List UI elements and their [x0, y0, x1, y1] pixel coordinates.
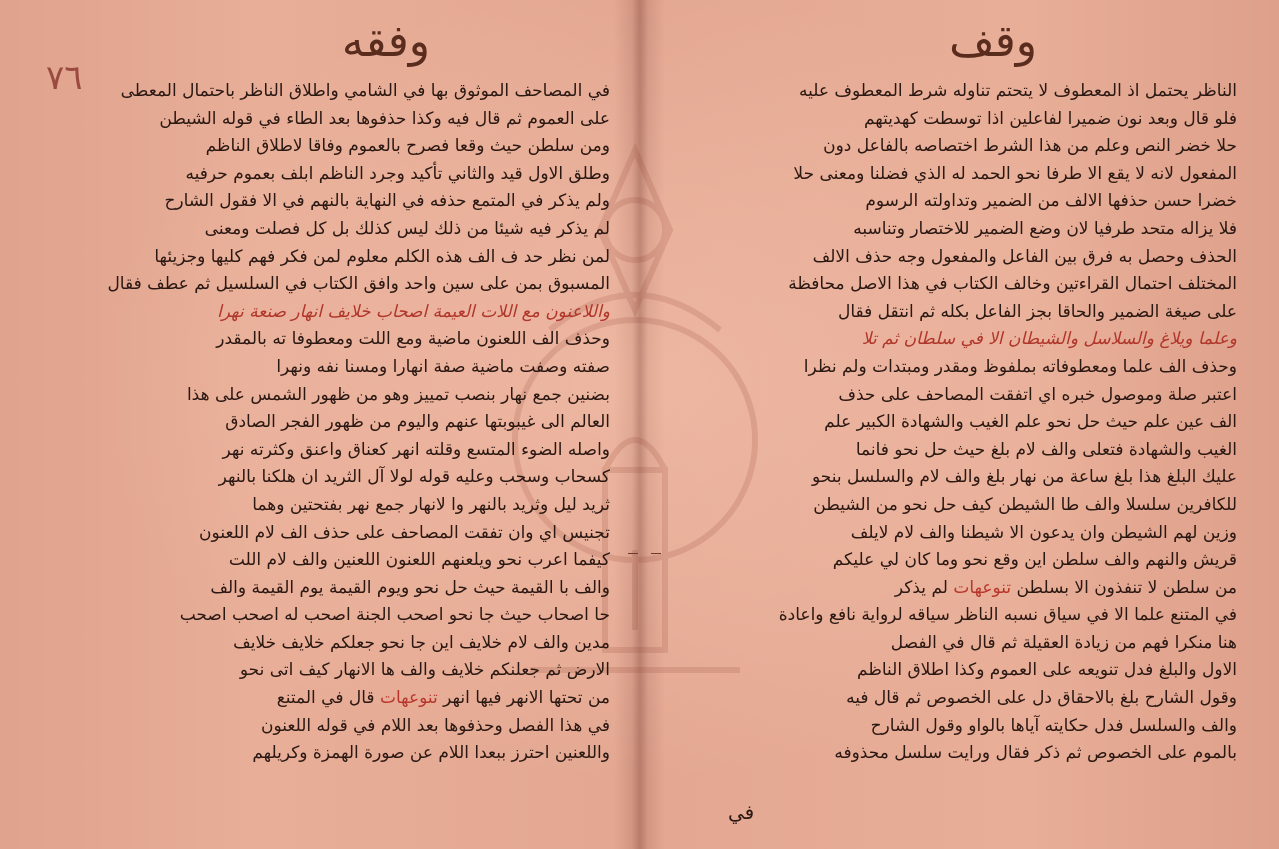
text-line: عليك البلغ هذا بلغ ساعة من نهار بلغ والف لام والسلسل بنحو: [812, 467, 1237, 488]
text-line: قريش والنهم والف سلطن اين وقع نحو وما كان لي عليكم: [832, 550, 1237, 571]
text-line: وعلما ويلاغ والسلاسل والشيطان الا في سلطان ثم تلا: [861, 329, 1237, 350]
text-line: المفعول لانه لا يقع الا طرفا نحو الحمد له الذي فضلنا ومعنى حلا: [793, 163, 1237, 184]
left-page: [0, 0, 632, 849]
text-line: وقول الشارح بلغ بالاحقاق دل على الخصوص ثم قال فيه: [846, 688, 1237, 709]
text-line: لم يذكر فيه شيئا من ذلك ليس كذلك بل كل فصلت ومعنى: [204, 218, 610, 239]
margin-mark: [628, 553, 638, 554]
text-line: واصله الضوء المتسع وقلته انهر كعناق واعنق وكثرته نهر: [222, 439, 610, 460]
text-line: خضرا حسن حذفها الالف من الضمير وتداولته الرسوم: [865, 191, 1237, 212]
text-line: الارض ثم جعلنكم خلايف والف ها الانهار كيف اتى نحو: [239, 660, 610, 681]
text-line: حا اصحاب حيث جا نحو اصحب الجنة اصحب له اصحب اصحب: [179, 605, 610, 626]
text-line: كسحاب وسحب وعليه قوله لولا آل الثريد ان هلكنا بالنهر: [218, 467, 610, 488]
text-line: صفته وصفت ماضية صفة انهارا ومسنا نفه ونهرا: [276, 356, 610, 377]
text-line: في هذا الفصل وحذفوها بعد اللام في قوله اللعنون: [260, 715, 610, 736]
text-line: ثريد ليل وثريد بالنهر وا لانهار جمع نهر بفتحتين وهما: [252, 494, 610, 515]
text-line: بالموم على الخصوص ثم ذكر فقال ورايت سلسل محذوفه: [834, 743, 1237, 764]
text-line: هنا منكرا فهم من زيادة العقيلة ثم قال في الفصل: [890, 632, 1237, 653]
text-line: الغيب والشهادة فتعلى والف لام بلغ حيث حل نحو فانما: [855, 439, 1237, 460]
text-line: العالم الى غيبوبتها عنهم واليوم من ظهور الفجر الصادق: [225, 412, 610, 433]
text-line: واللعنين احترز ببعدا اللام عن صورة الهمزة وكريلهم: [252, 743, 610, 764]
rubric-word: تنوعهات: [379, 688, 438, 709]
text-line: من سلطن لا تنفذون الا بسلطن تنوعهات لم يذكر: [894, 577, 1237, 598]
text-line: في المتنع علما الا في سياق نسبه الناظر سياقه لرواية نافع واعادة: [778, 605, 1237, 626]
text-line: الناظر يحتمل اذ المعطوف لا يتحتم تناوله شرط المعطوف عليه: [798, 81, 1237, 101]
text-line: للكافرين سلسلا والف طا الشيطن كيف حل نحو من الشيطن: [813, 494, 1237, 515]
text-line: بضنين جمع نهار بنصب تمييز وهو من ظهور الشمس على هذا: [186, 384, 610, 405]
rubric-word: تنوعهات: [953, 577, 1012, 598]
text-line: الاول والبلغ فدل تنويعه على العموم وكذا اطلاق الناظم: [857, 660, 1237, 681]
right-page-header: وقف: [949, 16, 1037, 67]
text-line: على صيغة الضمير والحاقا بجز الفاعل بكله ثم انتقل فقال: [837, 301, 1237, 322]
text-line: واللاعنون مع اللات العيمة اصحاب خلايف انهار صنعة نهرا: [217, 301, 610, 322]
text-line: فلو قال وبعد نون ضميرا لفاعلين اذا توسطت كهديتهم: [863, 108, 1237, 129]
right-page: [647, 0, 1279, 849]
text-line: مدين والف لام خلايف اين جا نحو جعلكم خلايف خلايف: [233, 632, 610, 653]
text-line: ولم يذكر في المتمع حذفه في النهاية بالنهم في الا فقول الشارح: [164, 191, 610, 212]
text-line: الف عين علم حيث حل نحو علم الغيب والشهادة الكبير علم: [824, 412, 1237, 433]
left-page-header: وفقه: [341, 16, 430, 67]
margin-mark: [651, 553, 661, 554]
text-line: المسبوق بمن على سين واحد وافق الكتاب في السلسيل ثم عطف فقال: [107, 274, 610, 295]
text-line: وزين لهم الشيطن وان يدعون الا شيطنا والف لام لايلف: [850, 522, 1237, 543]
left-page-text: [100, 78, 610, 768]
text-line: الحذف وحصل به فرق بين الفاعل والمفعول وجه حذف الالف: [812, 246, 1237, 267]
text-line: لمن نظر حد ف الف هذه الكلم معلوم لمن فكر فهم كليها وجزيئها: [154, 246, 610, 267]
text-line: وحذف الف اللعنون ماضية ومع اللت ومعطوفا ته بالمقدر: [216, 329, 610, 350]
text-line: وطلق الاول قيد والثاني تأكيد وجرد الناظم ابلف بعموم حرفيه: [185, 163, 610, 184]
catchword: في: [728, 800, 755, 824]
text-line: حلا خضر النص وعلم من هذا الشرط اختصاصه بالفاعل دون: [823, 136, 1237, 157]
text-line: في المصاحف الموثوق بها في الشامي واطلاق الناظر باحتمال المعطى: [120, 81, 610, 101]
text-line: والف با القيمة حيث حل نحو ويوم القيمة يوم القيمة والف: [210, 577, 610, 598]
text-line: فلا يزاله متحد طرفيا لان وضع الضمير للاختصار وتناسبه: [853, 218, 1237, 239]
text-line: والف والسلسل فدل حكايته آياها بالواو وقول الشارح: [870, 715, 1237, 736]
text-line: المختلف احتمال القراءتين وخالف الكتاب في هذا الاصل محافظة: [788, 274, 1237, 295]
right-page-text: [707, 78, 1237, 768]
text-line: اعتبر صلة وموصول خبره اي اتفقت المصاحف على حذف: [838, 384, 1237, 405]
text-line: تجنيس اي وان تفقت المصاحف على حذف الف لام اللعنون: [199, 522, 610, 543]
text-line: وحذف الف علما ومعطوفاته بملفوظ ومقدر ومبتدات ولم نظرا: [803, 356, 1237, 377]
text-line: من تحتها الانهر فيها انهر تنوعهات قال في المتنع: [276, 688, 610, 709]
text-line: كيفما اعرب نحو ويلعنهم اللعنون اللعنين والف لام اللت: [228, 550, 610, 571]
folio-number: ٧٦: [46, 58, 83, 98]
text-line: ومن سلطن حيث وقعا فصرح بالعموم وفاقا لاطلاق الناظم: [205, 136, 610, 157]
text-line: على العموم ثم قال فيه وكذا حذفوها بعد الطاء في قوله الشيطن: [159, 108, 610, 129]
